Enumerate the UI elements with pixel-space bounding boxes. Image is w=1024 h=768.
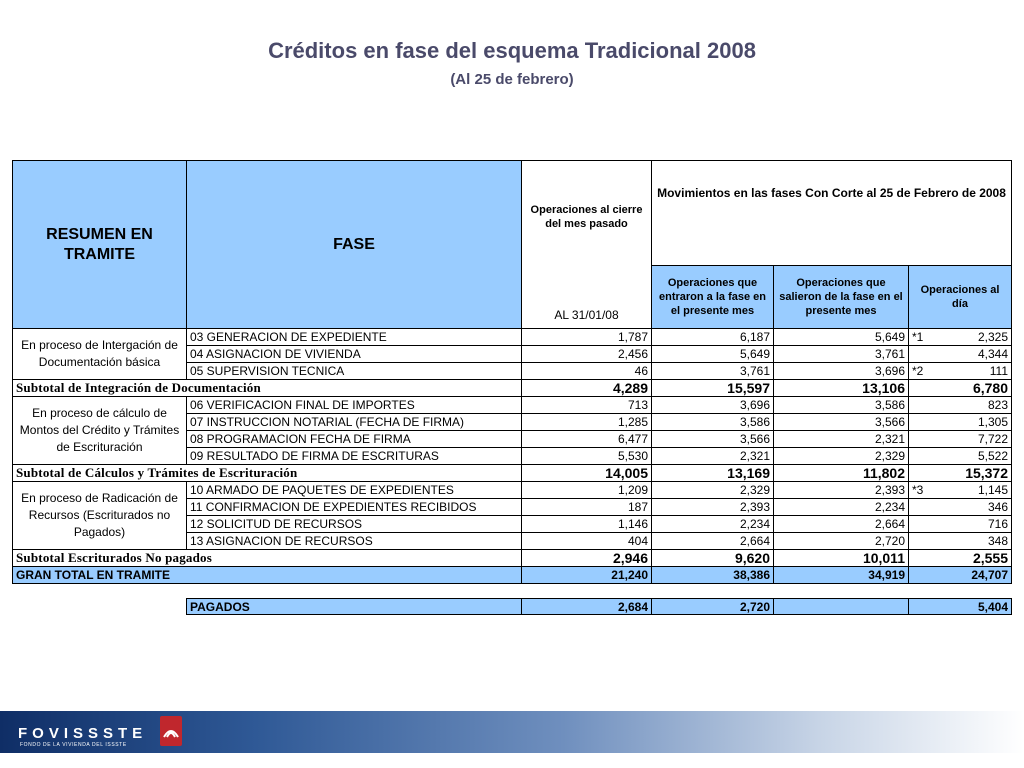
header-al-dia: Operaciones al día	[909, 266, 1012, 329]
salieron-cell	[774, 431, 909, 448]
al-dia-cell	[909, 329, 1012, 346]
subtotal-salieron: 11,802	[774, 465, 909, 482]
al-dia-cell	[909, 363, 1012, 380]
fovissste-emblem-icon	[160, 716, 182, 746]
page-title: Créditos en fase del esquema Tradicional 2008	[268, 38, 756, 63]
subtotal-cierre: 14,005	[522, 465, 652, 482]
al-dia-cell	[909, 346, 1012, 363]
subtotal-row	[13, 465, 1012, 482]
salieron-cell	[774, 533, 909, 550]
cierre-cell: 1,285	[522, 414, 652, 431]
al-dia-cell	[909, 397, 1012, 414]
salieron-cell	[774, 448, 909, 465]
salieron-cell	[774, 397, 909, 414]
table-row	[13, 482, 1012, 499]
pagados-salieron	[774, 599, 909, 615]
fovissste-logo-text: FOVISSSTE	[18, 725, 148, 742]
salieron-value: 3,586	[874, 398, 905, 412]
cierre-cell: 5,530	[522, 448, 652, 465]
al-dia-cell	[909, 499, 1012, 516]
table-row	[13, 397, 1012, 414]
header-salieron: Operaciones que salieron de la fase en el presente mes	[774, 266, 909, 329]
subtotal-row	[13, 550, 1012, 567]
subtotal-salieron: 13,106	[774, 380, 909, 397]
salieron-value: 3,566	[874, 415, 905, 429]
salieron-value: 2,393	[874, 483, 905, 497]
fase-cell: 09 RESULTADO DE FIRMA DE ESCRITURAS	[187, 448, 522, 465]
pagados-cierre: 2,684	[522, 599, 652, 615]
salieron-cell	[774, 329, 909, 346]
cierre-cell: 2,456	[522, 346, 652, 363]
entraron-cell: 3,566	[652, 431, 774, 448]
al-dia-cell	[909, 516, 1012, 533]
al-dia-value: 348	[987, 534, 1009, 548]
entraron-cell: 2,321	[652, 448, 774, 465]
gran-total-row	[13, 567, 1012, 584]
salieron-cell	[774, 499, 909, 516]
entraron-cell: 3,696	[652, 397, 774, 414]
group-label: En proceso de Radicación de Recursos (Escriturados no Pagados)	[13, 482, 187, 550]
table-row	[13, 329, 1012, 346]
footnote-marker: *2	[912, 364, 924, 378]
subtotal-label: Subtotal de Cálculos y Trámites de Escrituración	[13, 465, 522, 482]
entraron-cell: 6,187	[652, 329, 774, 346]
salieron-cell	[774, 414, 909, 431]
gran-total-salieron: 34,919	[774, 567, 909, 584]
pagados-dia: 5,404	[909, 599, 1012, 615]
footnote-marker: *1	[912, 330, 924, 344]
salieron-cell	[774, 363, 909, 380]
al-dia-value: 4,344	[977, 347, 1009, 361]
fase-cell: 03 GENERACION DE EXPEDIENTE	[187, 329, 522, 346]
fase-cell: 12 SOLICITUD DE RECURSOS	[187, 516, 522, 533]
al-dia-value: 1,145	[977, 483, 1009, 497]
cierre-cell: 1,787	[522, 329, 652, 346]
al-dia-cell	[909, 533, 1012, 550]
header-resumen: RESUMEN EN TRAMITE	[13, 161, 187, 329]
al-dia-value: 5,522	[977, 449, 1009, 463]
fovissste-logo-subtext: FONDO DE LA VIVIENDA DEL ISSSTE	[20, 742, 127, 748]
salieron-value: 5,649	[874, 330, 905, 344]
salieron-value: 2,234	[874, 500, 905, 514]
al-dia-cell	[909, 482, 1012, 499]
subtotal-cierre: 4,289	[522, 380, 652, 397]
subtotal-dia: 2,555	[909, 550, 1012, 567]
subtotal-salieron: 10,011	[774, 550, 909, 567]
pagados-table	[186, 598, 1012, 615]
entraron-cell: 2,329	[652, 482, 774, 499]
al-dia-value: 346	[987, 500, 1009, 514]
gran-total-label: GRAN TOTAL EN TRAMITE	[13, 567, 522, 584]
entraron-cell: 5,649	[652, 346, 774, 363]
header-movimientos: Movimientos en las fases Con Corte al 25 de Febrero de 2008	[652, 161, 1012, 266]
cierre-cell: 1,209	[522, 482, 652, 499]
entraron-cell: 2,664	[652, 533, 774, 550]
entraron-cell: 2,393	[652, 499, 774, 516]
subtotal-dia: 15,372	[909, 465, 1012, 482]
subtotal-entraron: 15,597	[652, 380, 774, 397]
subtotal-label: Subtotal Escriturados No pagados	[13, 550, 522, 567]
footer-bar	[0, 711, 1024, 753]
group-label: En proceso de cálculo de Montos del Crédito y Trámites de Escrituración	[13, 397, 187, 465]
pagados-entraron: 2,720	[652, 599, 774, 615]
cierre-cell: 187	[522, 499, 652, 516]
fase-cell: 04 ASIGNACION DE VIVIENDA	[187, 346, 522, 363]
pagados-label: PAGADOS	[187, 599, 522, 615]
fase-cell: 11 CONFIRMACION DE EXPEDIENTES RECIBIDOS	[187, 499, 522, 516]
summary-table	[12, 160, 1012, 584]
al-dia-value: 823	[987, 398, 1009, 412]
al-dia-value: 716	[987, 517, 1009, 531]
al-dia-value: 1,305	[977, 415, 1009, 429]
cierre-cell: 46	[522, 363, 652, 380]
salieron-value: 2,664	[874, 517, 905, 531]
salieron-cell	[774, 346, 909, 363]
subtotal-cierre: 2,946	[522, 550, 652, 567]
fase-cell: 07 INSTRUCCION NOTARIAL (FECHA DE FIRMA)	[187, 414, 522, 431]
al-dia-value: 111	[989, 364, 1009, 378]
gran-total-entraron: 38,386	[652, 567, 774, 584]
entraron-cell: 3,586	[652, 414, 774, 431]
salieron-cell	[774, 516, 909, 533]
al-dia-cell	[909, 431, 1012, 448]
header-cierre-label: Operaciones al cierre del mes pasado	[530, 204, 643, 230]
group-label: En proceso de Intergación de Documentación básica	[13, 329, 187, 380]
subtotal-entraron: 13,169	[652, 465, 774, 482]
footnote-marker: *3	[912, 483, 924, 497]
header-al-fecha: AL 31/01/08	[554, 308, 619, 322]
gran-total-cierre: 21,240	[522, 567, 652, 584]
header-operaciones-cierre	[522, 161, 652, 329]
fase-cell: 10 ARMADO DE PAQUETES DE EXPEDIENTES	[187, 482, 522, 499]
pagados-row	[187, 599, 1012, 615]
al-dia-cell	[909, 448, 1012, 465]
fase-cell: 08 PROGRAMACION FECHA DE FIRMA	[187, 431, 522, 448]
salieron-value: 3,761	[874, 347, 905, 361]
subtotal-label: Subtotal de Integración de Documentación	[13, 380, 522, 397]
page-subtitle: (Al 25 de febrero)	[450, 71, 574, 88]
cierre-cell: 404	[522, 533, 652, 550]
cierre-cell: 6,477	[522, 431, 652, 448]
salieron-value: 2,321	[874, 432, 905, 446]
salieron-value: 3,696	[874, 364, 905, 378]
salieron-value: 2,720	[874, 534, 905, 548]
fase-cell: 05 SUPERVISION TECNICA	[187, 363, 522, 380]
fase-cell: 13 ASIGNACION DE RECURSOS	[187, 533, 522, 550]
al-dia-cell	[909, 414, 1012, 431]
salieron-value: 2,329	[874, 449, 905, 463]
header-entraron: Operaciones que entraron a la fase en el presente mes	[652, 266, 774, 329]
header-fase: FASE	[187, 161, 522, 329]
subtotal-row	[13, 380, 1012, 397]
cierre-cell: 1,146	[522, 516, 652, 533]
entraron-cell: 3,761	[652, 363, 774, 380]
al-dia-value: 7,722	[977, 432, 1009, 446]
fase-cell: 06 VERIFICACION FINAL DE IMPORTES	[187, 397, 522, 414]
subtotal-entraron: 9,620	[652, 550, 774, 567]
subtotal-dia: 6,780	[909, 380, 1012, 397]
al-dia-value: 2,325	[977, 330, 1009, 344]
entraron-cell: 2,234	[652, 516, 774, 533]
cierre-cell: 713	[522, 397, 652, 414]
gran-total-dia: 24,707	[909, 567, 1012, 584]
salieron-cell	[774, 482, 909, 499]
